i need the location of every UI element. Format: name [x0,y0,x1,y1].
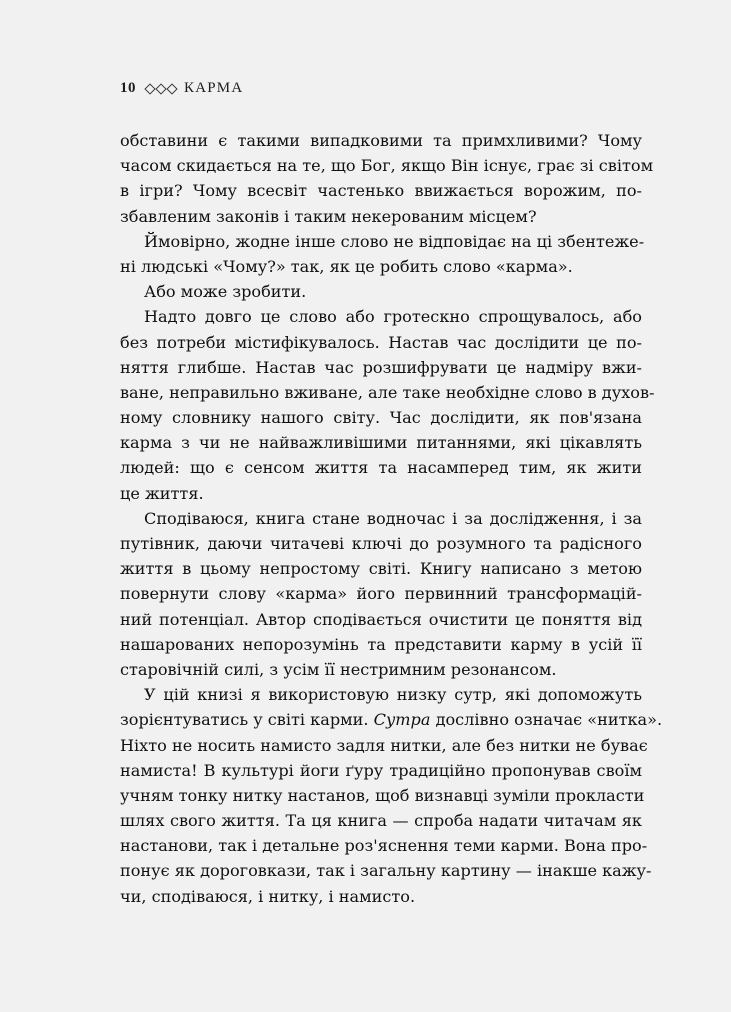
text-line: людей: що є сенсом життя та насамперед тим, як жити [120,458,642,478]
text-line: це життя. [120,483,204,503]
text-line: У цій книзі я використовую низку сутр, які допоможуть [144,685,642,705]
text-line: обставини є такими випадковими та примхливими? Чому [120,131,642,150]
text-line: ване, неправильно вживане, але таке необхідне слово в духов- [120,382,655,402]
text-line: няття глибше. Настав час розшифрувати це надміру вжи- [120,357,642,377]
italic-term: Сутра [373,710,431,730]
text-line: ний потенціал. Автор сподівається очистити це поняття від [120,609,642,629]
text-fragment: дослівно означає «нитка». [435,710,663,730]
text-fragment: зорієнтуватись у світі карми. [120,710,369,730]
text-line: настанови, так і детальне роз'яснення теми карми. Вона про- [120,836,648,856]
text-line: путівник, даючи читачеві ключі до розумного та радісного [120,534,642,553]
running-head [120,80,243,97]
book-title: КАРМА [184,80,244,96]
text-line: життя в цьому непростому світі. Книгу написано з метою [120,559,642,579]
text-line: Надто довго це слово або гротескно спрощувалось, або [144,307,642,327]
text-line: в ігри? Чому всесвіт частенько ввижається ворожим, по- [120,181,642,201]
text-line: без потреби містифікувалось. Настав час дослідити це по- [120,332,642,352]
text-line: Ніхто не носить намисто задля нитки, але без нитки не буває [120,735,648,755]
text-line: старовічній силі, з усім її нестримним резонансом. [120,659,557,679]
diamond-ornament-icon [146,85,176,93]
text-line: понує як дороговкази, так і загальну картину — інакше кажу- [120,861,652,881]
page-number: 10 [120,80,136,96]
text-line: чи, сподіваюся, і нитку, і намисто. [120,886,416,906]
text-line: учням тонку нитку настанов, щоб визнавці зуміли прокласти [120,785,645,805]
text-line: шлях свого життя. Та ця книга — спроба надати читачам як [120,811,642,831]
body-text [120,128,663,909]
text-line: ні людські «Чому?» так, як це робить слово «карма». [120,256,573,276]
text-line: Або може зробити. [144,282,307,302]
text-line: намиста! В культурі йоги ґуру традиційно пропонував своїм [120,760,642,780]
text-line: нашарованих непорозумінь та представити карму в усій її [120,634,642,654]
text-line [120,707,663,732]
text-line: карма з чи не найважливішими питаннями, які цікавлять [120,433,642,453]
text-line: ному словнику нашого світу. Час дослідити, як пов'язана [120,408,642,428]
text-line: часом скидається на те, що Бог, якщо Він існує, грає зі світом [120,156,654,176]
text-line: збавленим законів і таким некерованим місцем? [120,206,537,226]
text-line: Ймовірно, жодне інше слово не відповідає на ці збентеже- [144,231,645,251]
text-line: повернути слову «карма» його первинний трансформацій- [120,584,642,604]
text-line: Сподіваюся, книга стане водночас і за дослідження, і за [144,508,642,528]
